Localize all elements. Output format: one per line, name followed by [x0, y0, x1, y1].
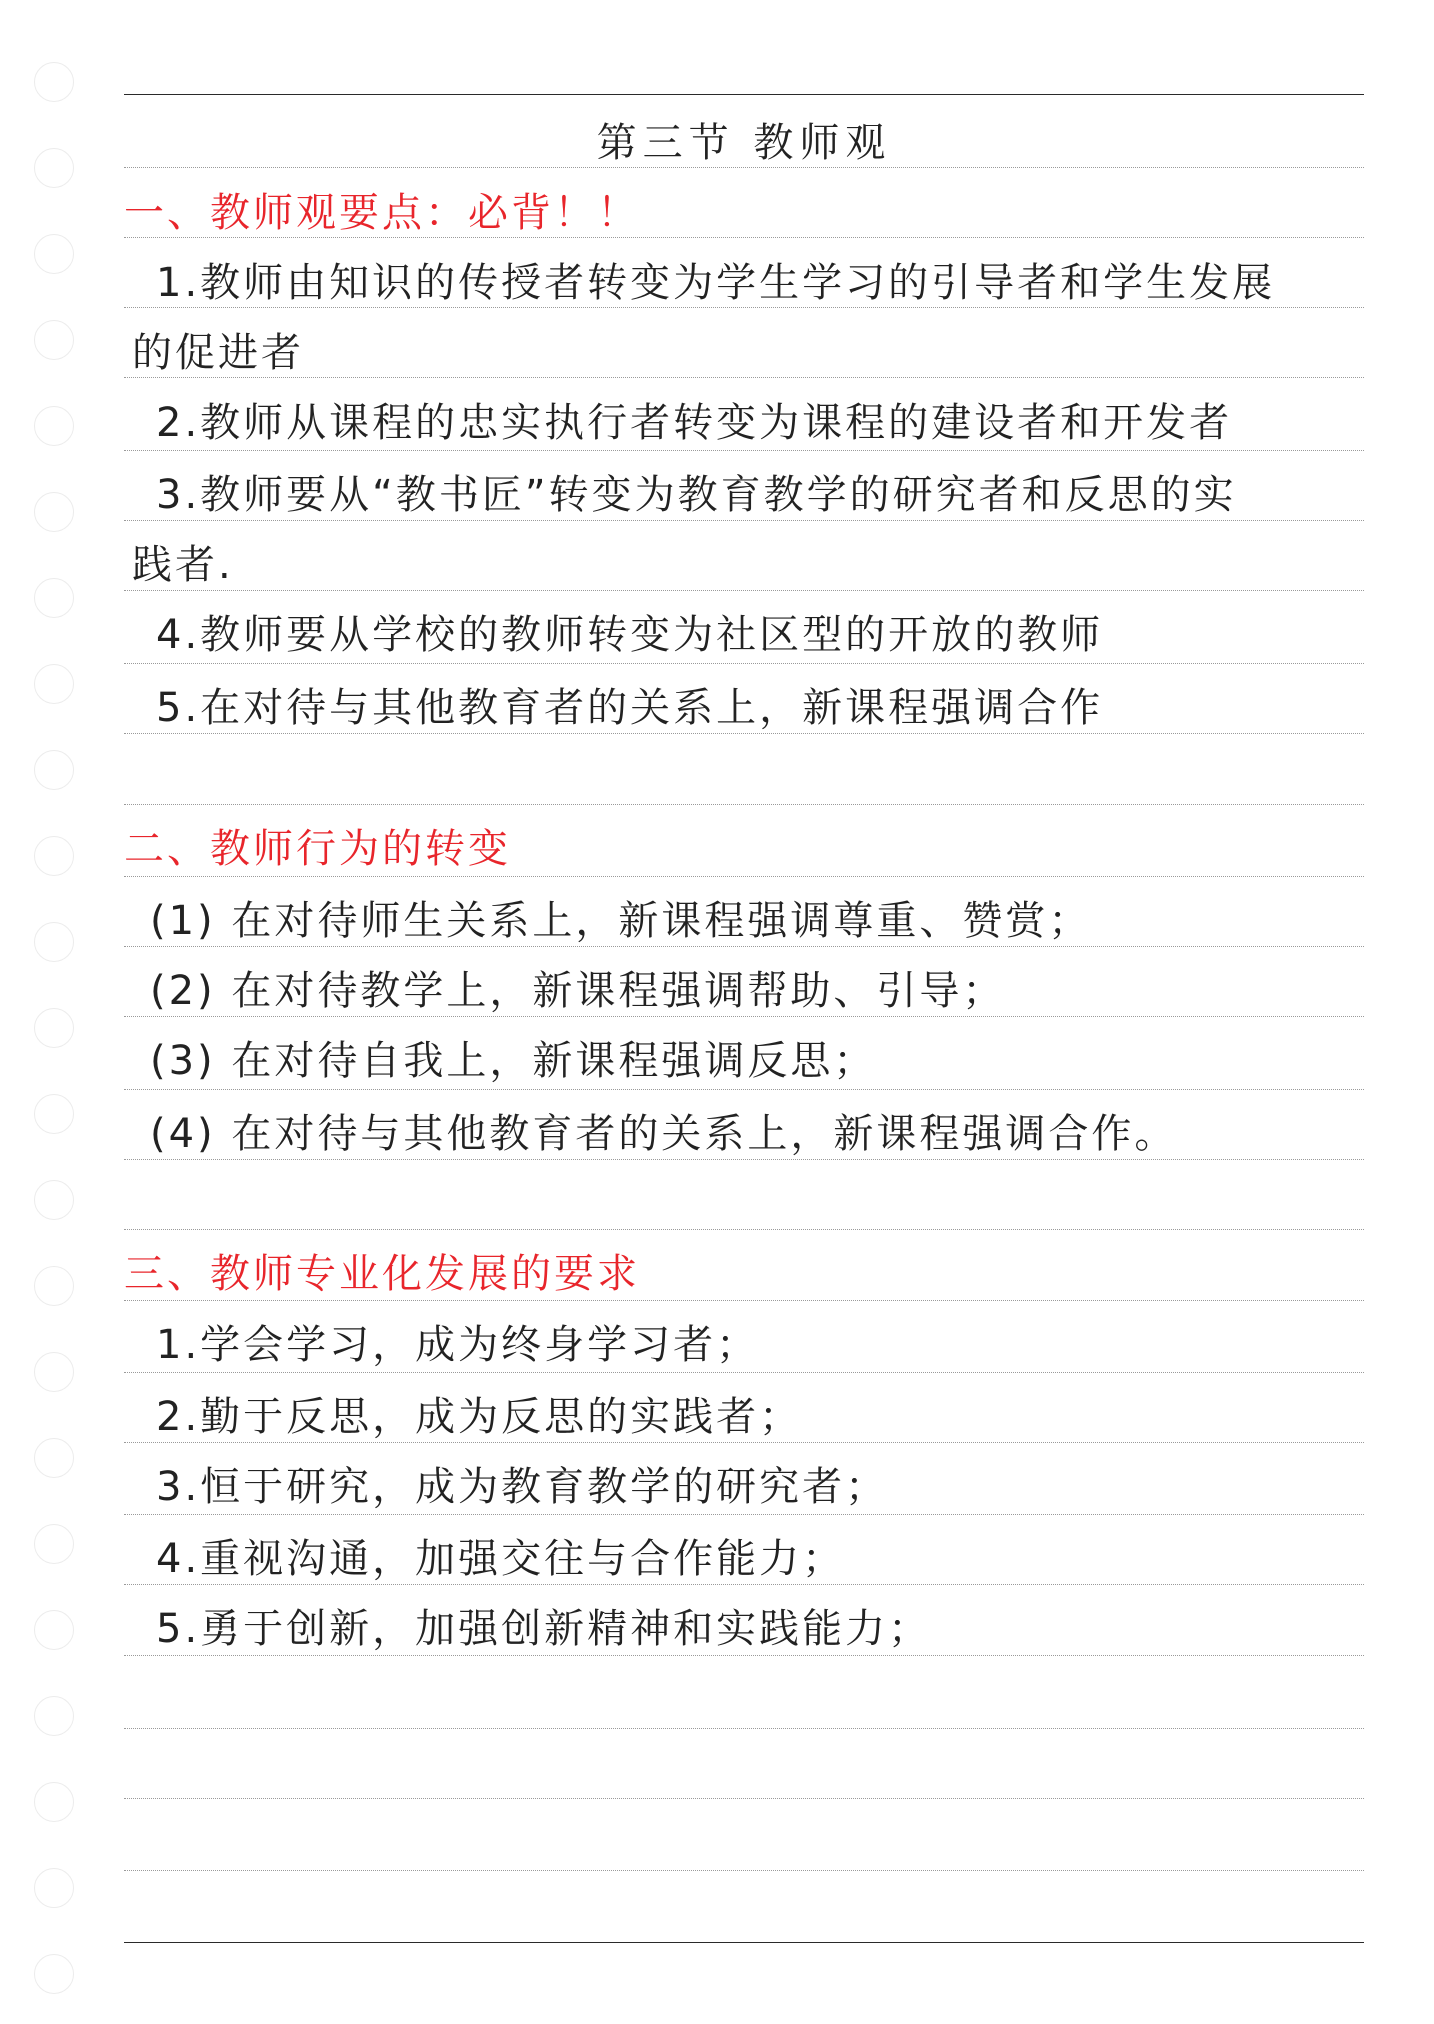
ruled-line — [124, 1300, 1364, 1301]
list-item: 2.勤于反思，成为反思的实践者； — [156, 1394, 803, 1440]
binder-hole — [34, 148, 74, 188]
ruled-line — [124, 804, 1364, 805]
list-item: 1.教师由知识的传授者转变为学生学习的引导者和学生发展 — [156, 260, 1276, 306]
binder-hole — [34, 62, 74, 102]
ruled-line — [124, 876, 1364, 877]
ruled-line — [124, 450, 1364, 451]
ruled-line — [124, 1514, 1364, 1515]
binder-hole — [34, 1524, 74, 1564]
binder-hole — [34, 1782, 74, 1822]
ruled-line — [124, 1016, 1364, 1017]
binder-hole — [34, 1008, 74, 1048]
footer-rule — [124, 1942, 1364, 1943]
ruled-line — [124, 1728, 1364, 1729]
list-item: (2) 在对待教学上，新课程强调帮助、引导； — [150, 968, 1006, 1014]
section-heading: 三、教师专业化发展的要求 — [124, 1251, 640, 1297]
section-heading: 二、教师行为的转变 — [124, 826, 511, 872]
binder-hole — [34, 234, 74, 274]
binder-hole — [34, 750, 74, 790]
page-title: 第三节 教师观 — [596, 120, 892, 166]
ruled-line — [124, 1159, 1364, 1160]
ruled-line — [124, 1655, 1364, 1656]
binder-hole — [34, 1696, 74, 1736]
ruled-line — [124, 1089, 1364, 1090]
list-item-continuation: 践者. — [132, 542, 234, 588]
list-item: 4.教师要从学校的教师转变为社区型的开放的教师 — [156, 612, 1104, 658]
ruled-line — [124, 1584, 1364, 1585]
list-item: 3.教师要从“教书匠”转变为教育教学的研究者和反思的实 — [156, 472, 1237, 518]
binder-hole — [34, 406, 74, 446]
binder-hole — [34, 836, 74, 876]
binder-hole — [34, 1266, 74, 1306]
ruled-line — [124, 520, 1364, 521]
ruled-line — [124, 1372, 1364, 1373]
binder-hole — [34, 1352, 74, 1392]
ruled-line — [124, 1798, 1364, 1799]
ruled-line — [124, 590, 1364, 591]
binder-hole — [34, 492, 74, 532]
binder-hole — [34, 1438, 74, 1478]
ruled-line — [124, 1870, 1364, 1871]
binder-hole — [34, 1180, 74, 1220]
section-heading: 一、教师观要点：必背！！ — [124, 190, 640, 236]
ruled-line — [124, 663, 1364, 664]
list-item-continuation: 的促进者 — [132, 330, 304, 376]
binder-hole — [34, 664, 74, 704]
binder-hole — [34, 922, 74, 962]
list-item: 4.重视沟通，加强交往与合作能力； — [156, 1536, 846, 1582]
list-item: 5.在对待与其他教育者的关系上，新课程强调合作 — [156, 685, 1104, 731]
ruled-line — [124, 1442, 1364, 1443]
binder-hole — [34, 578, 74, 618]
ruled-line — [124, 1229, 1364, 1230]
list-item: 1.学会学习，成为终身学习者； — [156, 1322, 760, 1368]
binder-hole — [34, 1868, 74, 1908]
ruled-line — [124, 733, 1364, 734]
binder-hole — [34, 1094, 74, 1134]
binder-hole — [34, 320, 74, 360]
binder-hole — [34, 1610, 74, 1650]
ruled-line — [124, 946, 1364, 947]
list-item: (3) 在对待自我上，新课程强调反思； — [150, 1038, 877, 1084]
list-item: 5.勇于创新，加强创新精神和实践能力； — [156, 1606, 932, 1652]
list-item: 3.恒于研究，成为教育教学的研究者； — [156, 1464, 889, 1510]
list-item: 2.教师从课程的忠实执行者转变为课程的建设者和开发者 — [156, 400, 1233, 446]
header-rule — [124, 94, 1364, 95]
list-item: (1) 在对待师生关系上，新课程强调尊重、赞赏； — [150, 898, 1092, 944]
binder-hole — [34, 1954, 74, 1994]
list-item: (4) 在对待与其他教育者的关系上，新课程强调合作。 — [150, 1111, 1178, 1157]
